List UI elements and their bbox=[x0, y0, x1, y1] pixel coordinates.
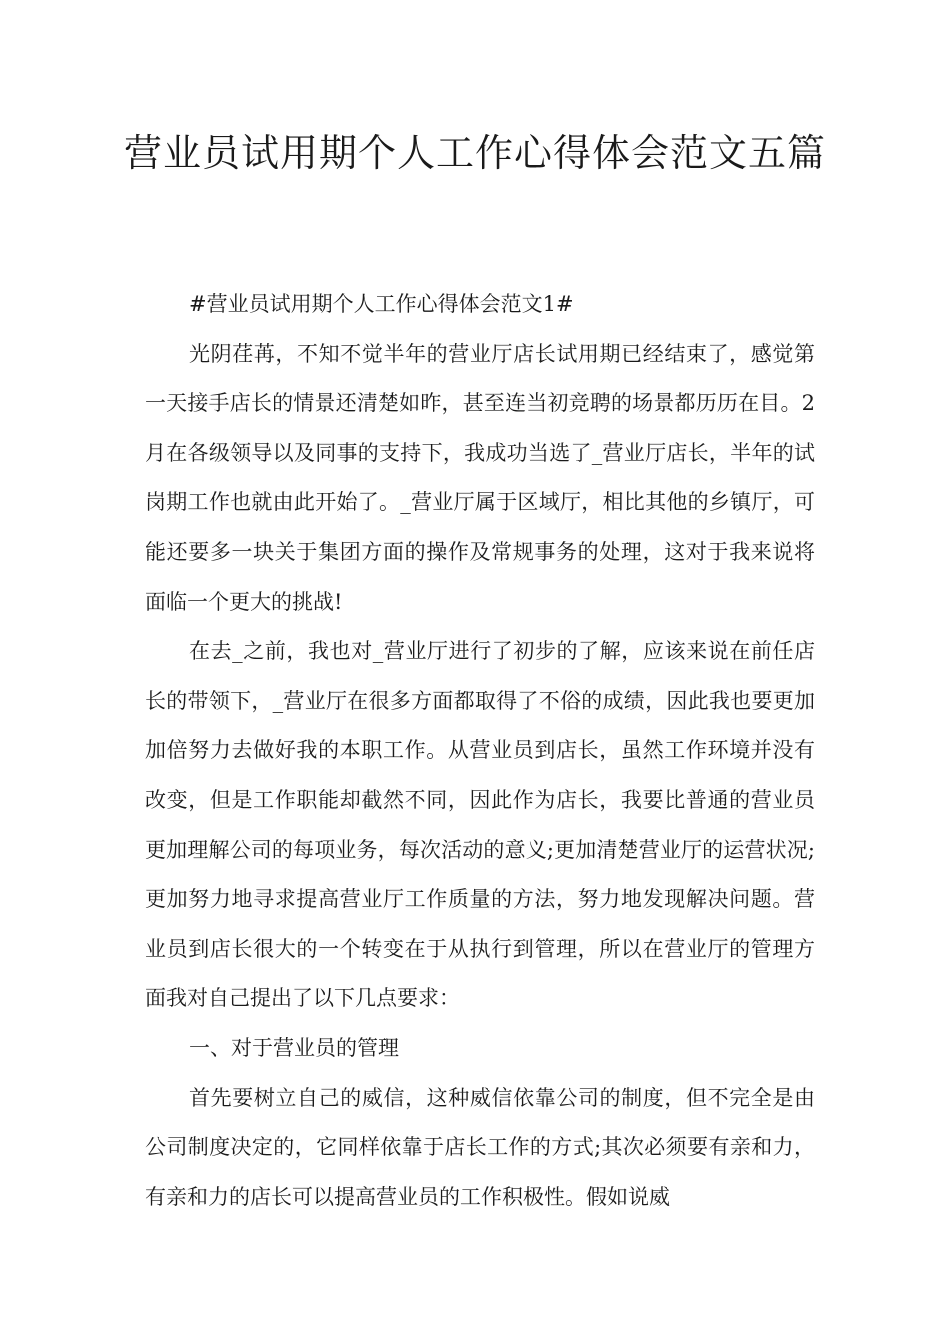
section-heading-1: #营业员试用期个人工作心得体会范文1# bbox=[189, 292, 574, 316]
subheading-management: 一、对于营业员的管理 bbox=[189, 1035, 399, 1060]
paragraph-1: 光阴荏苒，不知不觉半年的营业厅店长试用期已经结束了，感觉第一天接手店长的情景还清楚如昨，甚至连当初竞聘的场景都历历在目。2月在各级领导以及同事的支持下，我成功当选了_营业厅店长，半年的试岗期工作也就由此开始了。_营业厅属于区域厅，相比其他的乡镇厅，可能还要多一块关于集团方面的操作及常规事务的处理，这对于我来说将面临一个更大的挑战! bbox=[145, 341, 815, 614]
document-body bbox=[145, 280, 815, 1222]
paragraph-3: 首先要树立自己的威信，这种威信依靠公司的制度，但不完全是由公司制度决定的，它同样依靠于店长工作的方式;其次必须要有亲和力，有亲和力的店长可以提高营业员的工作积极性。假如说威 bbox=[145, 1085, 815, 1209]
document-title: 营业员试用期个人工作心得体会范文五篇 bbox=[123, 131, 826, 175]
paragraph-2: 在去_之前，我也对_营业厅进行了初步的了解，应该来说在前任店长的带领下，_营业厅在很多方面都取得了不俗的成绩，因此我也要更加加倍努力去做好我的本职工作。从营业员到店长，虽然工作环境并没有改变，但是工作职能却截然不同，因此作为店长，我要比普通的营业员更加理解公司的每项业务，每次活动的意义;更加清楚营业厅的运营状况;更加努力地寻求提高营业厅工作质量的方法，努力地发现解决问题。营业员到店长很大的一个转变在于从执行到管理，所以在营业厅的管理方面我对自己提出了以下几点要求： bbox=[145, 639, 815, 1011]
